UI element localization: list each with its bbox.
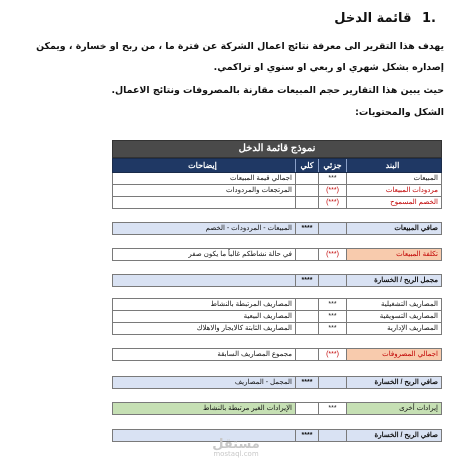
cell-item: مجمل الربح / الخسارة: [346, 275, 441, 286]
cell-item: المصاريف التشغيلية: [346, 299, 441, 310]
cell-item: إيرادات أخرى: [346, 403, 441, 414]
cell-partial: ***: [318, 173, 346, 184]
cell-partial: (***): [318, 197, 346, 208]
cell-item: المبيعات: [346, 173, 441, 184]
cell-total: ****: [295, 223, 318, 234]
cell-partial: [318, 430, 346, 441]
final-net-profit-row: [112, 429, 442, 442]
table-row: [112, 185, 442, 197]
header-item: البند: [346, 159, 441, 172]
cell-total: [295, 349, 318, 360]
cell-notes: الإيرادات الغير مرتبطة بالنشاط: [113, 403, 295, 414]
cell-item: الخصم المسموح: [346, 197, 441, 208]
cell-total: ****: [295, 275, 318, 286]
cell-total: [295, 323, 318, 334]
cell-notes: [113, 197, 295, 208]
cell-notes: المبيعات - المردودات - الخصم: [205, 225, 292, 232]
cell-notes: المصاريف المرتبطة بالنشاط: [210, 301, 292, 308]
cell-item: مردودات المبيعات: [346, 185, 441, 196]
paragraph-line-2: إصداره بشكل شهري او ربعي او سنوي او تراكمي.: [213, 62, 444, 73]
cell-notes: في حالة نشاطكم غالباً ما يكون صفر: [188, 251, 292, 258]
cell-item: صافي المبيعات: [346, 223, 441, 234]
cogs-row: [112, 248, 442, 261]
cell-total: ****: [295, 377, 318, 388]
cell-partial: [318, 377, 346, 388]
heading-number: .1: [422, 11, 436, 26]
cell-partial: ***: [318, 403, 346, 414]
cell-notes: المصاريف الثابتة كالايجار والاهلاك: [196, 325, 292, 332]
table-row: [112, 197, 442, 209]
cell-item: صافي الربح / الخسارة: [346, 377, 441, 388]
header-partial: جزئي: [318, 159, 346, 172]
watermark-latin: mostaql.com: [213, 450, 259, 458]
cell-item: المصاريف التسويقية: [346, 311, 441, 322]
cell-partial: ***: [318, 311, 346, 322]
cell-notes: المجمل - المصاريف: [234, 379, 292, 386]
cell-partial: (***): [318, 249, 346, 260]
cell-total: [295, 403, 318, 414]
cell-notes: المرتجعات والمردودات: [225, 187, 292, 194]
cell-total: ****: [295, 430, 318, 441]
total-expenses-row: [112, 348, 442, 361]
cell-partial: [318, 223, 346, 234]
table-row: [112, 173, 442, 185]
watermark-arabic: مستقل: [212, 437, 260, 452]
heading-title: قائمة الدخل: [334, 11, 412, 26]
cell-partial: (***): [318, 349, 346, 360]
cell-total: [295, 185, 318, 196]
other-revenue-row: [112, 402, 442, 415]
cell-partial: [318, 275, 346, 286]
cell-notes: [113, 275, 295, 286]
cell-total: [295, 173, 318, 184]
section-heading: [334, 11, 436, 26]
cell-partial: (***): [318, 185, 346, 196]
paragraph-line-4: الشكل والمحتويات:: [355, 107, 444, 118]
table-row: [112, 311, 442, 323]
cell-notes: اجمالي قيمة المبيعات: [229, 175, 292, 182]
table-row: [112, 323, 442, 335]
table-title: نموذج قائمة الدخل: [112, 140, 442, 158]
cell-total: [295, 311, 318, 322]
net-profit-row: [112, 376, 442, 389]
cell-total: [295, 299, 318, 310]
cell-item: اجمالي المصروفات: [346, 349, 441, 360]
cell-item: المصاريف الإدارية: [346, 323, 441, 334]
net-sales-row: [112, 222, 442, 235]
cell-total: [295, 249, 318, 260]
cell-notes: مجموع المصاريف السابقة: [217, 351, 292, 358]
header-total: كلي: [295, 159, 318, 172]
paragraph-line-3: حيث يبين هذا التقارير حجم المبيعات مقارنة بالمصروفات ونتائج الاعمال.: [111, 85, 444, 96]
watermark-logo: [196, 437, 276, 458]
cell-partial: ***: [318, 323, 346, 334]
cell-total: [295, 197, 318, 208]
cell-item: صافي الربح / الخسارة: [346, 430, 441, 441]
table-header: [112, 158, 442, 173]
cell-notes: المصاريف البيعية: [243, 313, 292, 320]
table-row: [112, 298, 442, 311]
cell-item: تكلفة المبيعات: [346, 249, 441, 260]
paragraph-line-1: يهدف هذا التقرير الى معرفة نتائج اعمال الشركة عن فترة ما ، من ربح او خسارة ، ويمكن: [36, 41, 444, 52]
gross-profit-row: [112, 274, 442, 287]
cell-partial: ***: [318, 299, 346, 310]
header-notes: إيضاحات: [188, 161, 217, 170]
